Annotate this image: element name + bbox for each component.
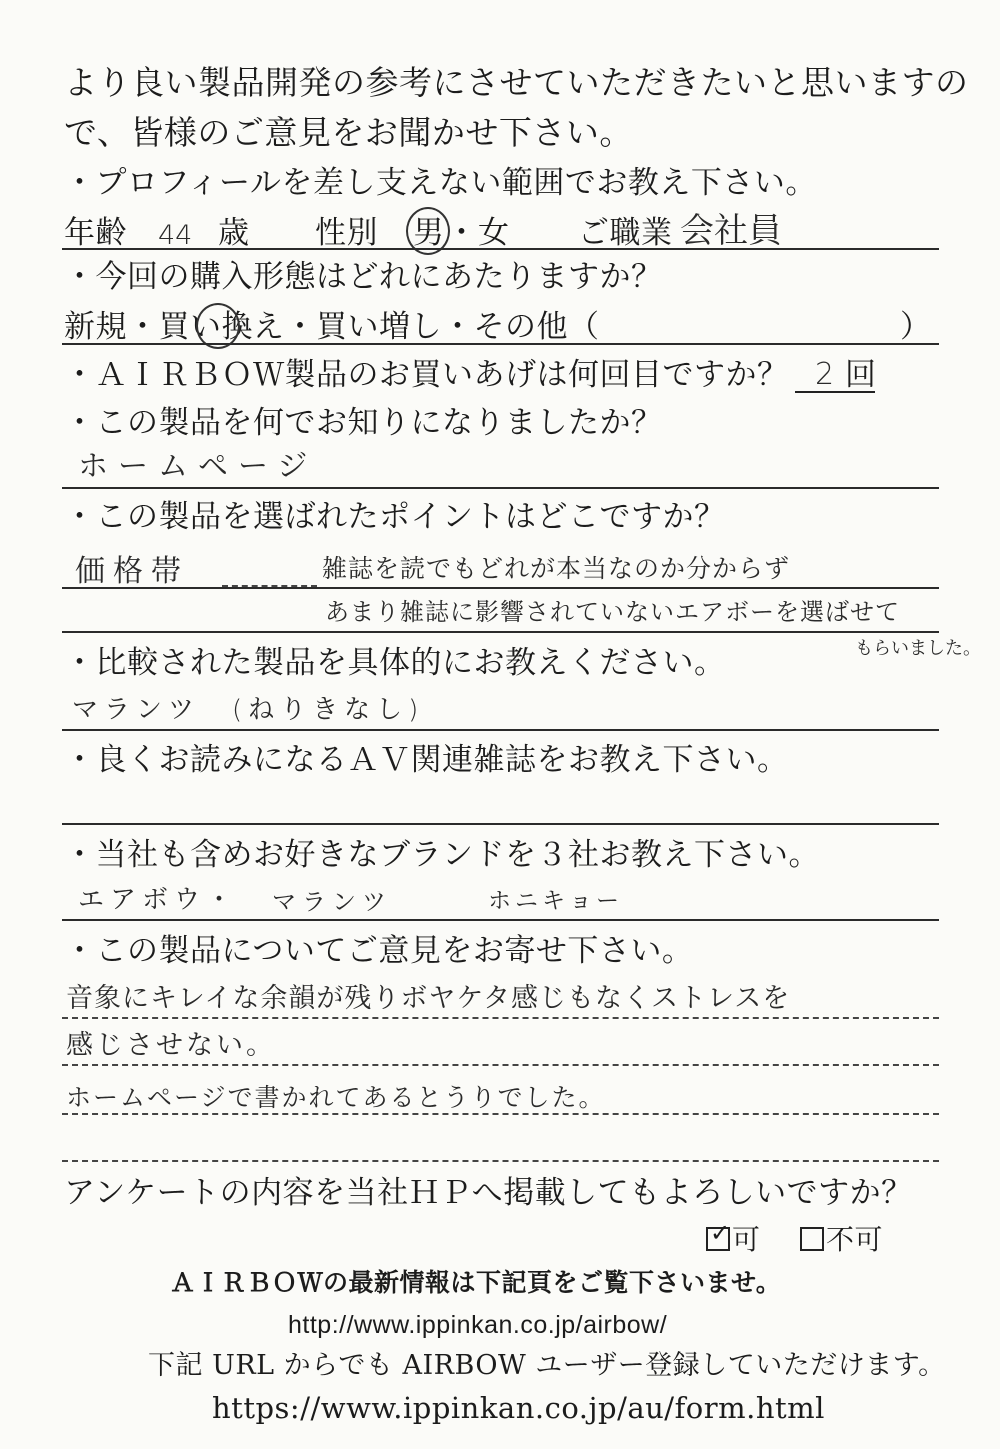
brand-3[interactable]: ホニキョー: [488, 888, 623, 914]
selection-point-answer-a[interactable]: 価格帯: [75, 554, 189, 589]
selection-point-line-2: [62, 631, 939, 633]
opinion-line-3[interactable]: ホームページで書かれてあるとうりでした。: [66, 1083, 606, 1112]
consent-yes-checkbox[interactable]: [706, 1219, 731, 1251]
checkmark-icon: ✓: [710, 1219, 731, 1247]
purchase-type-question: ・今回の購入形態はどれにあたりますか？: [64, 259, 663, 295]
how-known-answer[interactable]: ホームページ: [78, 449, 318, 484]
how-known-line: [62, 487, 939, 489]
how-known-question: ・この製品を何でお知りになりましたか？: [64, 405, 663, 441]
selection-point-answer-b[interactable]: 雑誌を読でもどれが本当なのか分からず: [322, 554, 791, 583]
job-value[interactable]: 会社員: [680, 211, 782, 251]
brands-line: [62, 919, 939, 921]
purchase-count-unit: 回: [845, 357, 877, 393]
profile-line: [62, 248, 939, 250]
compared-question: ・比較された製品を具体的にお教えください。: [64, 645, 726, 681]
magazines-question: ・良くお読みになるＡＶ関連雑誌をお教え下さい。: [64, 742, 789, 778]
gender-separator: ・: [446, 215, 478, 251]
opinion-dash-3: [62, 1113, 939, 1115]
brand-1[interactable]: エアボウ・: [78, 885, 239, 915]
opinion-dash-1: [62, 1017, 939, 1019]
purchase-type-close-paren: ）: [900, 309, 931, 345]
intro-line-2: で、皆様のご意見をお聞かせ下さい。: [64, 113, 633, 152]
age-unit: 歳: [218, 215, 250, 251]
consent-yes-label: 可: [732, 1223, 761, 1256]
age-value[interactable]: 44: [158, 220, 193, 251]
purchase-count-underline: [795, 391, 875, 393]
purchase-type-options[interactable]: 新規・買い換え・買い増し・その他（: [64, 309, 600, 345]
consent-no-label: 不可: [826, 1223, 884, 1256]
intro-line-1: より良い製品開発の参考にさせていただきたいと思いますの: [64, 63, 969, 102]
opinion-dash-4: [62, 1160, 939, 1162]
compared-line: [62, 729, 939, 731]
consent-yes-option[interactable]: [706, 1219, 761, 1256]
job-label: ご職業: [578, 215, 673, 251]
brands-question: ・当社も含めお好きなブランドを３社お教え下さい。: [64, 837, 820, 873]
purchase-count-question: ・ＡＩＲＢＯＷ製品のお買いあげは何回目ですか？: [64, 357, 789, 393]
opinion-question: ・この製品についてご意見をお寄せ下さい。: [64, 933, 694, 969]
brand-2[interactable]: マランツ: [272, 888, 392, 916]
consent-question: アンケートの内容を当社ＨＰへ掲載してもよろしいですか？: [64, 1175, 913, 1211]
footer-register: 下記 URL からでも AIRBOW ユーザー登録していただけます。: [148, 1350, 946, 1381]
compared-answer[interactable]: マランツ (ねりきなし): [72, 695, 425, 725]
footer-url-2[interactable]: https://www.ippinkan.co.jp/au/form.html: [212, 1391, 825, 1425]
selection-point-answer-line-2[interactable]: あまり雑誌に影響されていないエアボーを選ばせて: [325, 598, 900, 626]
consent-no-checkbox[interactable]: [800, 1227, 824, 1251]
magazines-line: [62, 823, 939, 825]
gender-female[interactable]: 女: [478, 215, 510, 251]
consent-no-option[interactable]: [800, 1223, 884, 1256]
opinion-dash-2: [62, 1064, 939, 1066]
selection-point-question: ・この製品を選ばれたポイントはどこですか？: [64, 499, 726, 535]
purchase-type-line: [62, 343, 939, 345]
footer-info: ＡＩＲＢＯＷの最新情報は下記頁をご覧下さいませ。: [170, 1268, 782, 1297]
purchase-count-value[interactable]: 2: [815, 357, 835, 392]
age-label: 年齢: [64, 215, 127, 251]
selection-point-answer-line-3[interactable]: もらいました。: [855, 638, 981, 659]
selection-point-line-1: [62, 587, 939, 589]
footer-url-1[interactable]: http://www.ippinkan.co.jp/airbow/: [288, 1311, 668, 1339]
opinion-line-2[interactable]: 感じさせない。: [66, 1030, 276, 1061]
gender-label: 性別: [315, 215, 378, 251]
gender-male[interactable]: 男: [413, 215, 445, 251]
profile-question: ・プロフィールを差し支えない範囲でお教え下さい。: [64, 165, 817, 201]
opinion-line-1[interactable]: 音象にキレイな余韻が残りボヤケタ感じもなくストレスを: [66, 983, 791, 1014]
